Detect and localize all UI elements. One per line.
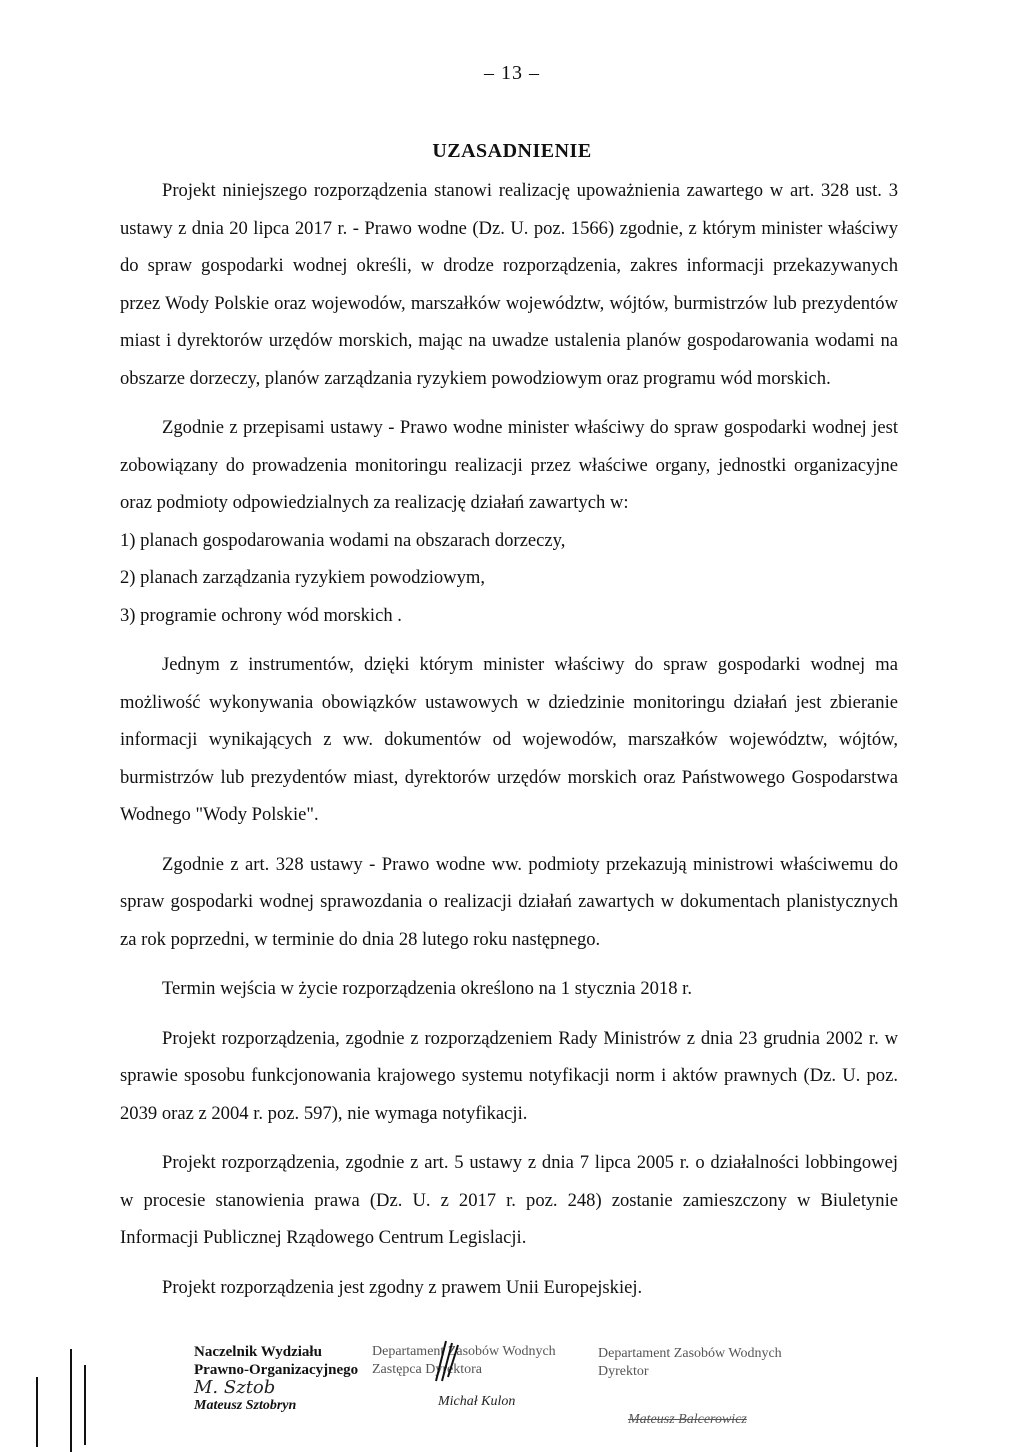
- signature-area: [0, 1335, 1024, 1452]
- list-item: 1) planach gospodarowania wodami na obszarach dorzeczy,: [120, 529, 566, 551]
- paragraph-eu-law: Projekt rozporządzenia jest zgodny z prawem Unii Europejskiej.: [162, 1276, 643, 1298]
- signature-title: Zastępca Dyrektora: [372, 1362, 482, 1377]
- signature-strokes: [424, 1337, 462, 1385]
- paragraph-entry-into-force: Termin wejścia w życie rozporządzenia określono na 1 stycznia 2018 r.: [162, 978, 692, 999]
- signature-title: Departament Zasobów Wodnych: [372, 1344, 556, 1359]
- plans-list: [120, 522, 898, 635]
- page-number: – 13 –: [484, 62, 540, 84]
- document-heading: UZASADNIENIE: [432, 140, 592, 162]
- handwritten-signature: M. Sztob: [194, 1377, 276, 1398]
- signature-title: Departament Zasobów Wodnych: [598, 1346, 782, 1361]
- paragraph-monitoring-duty: Zgodnie z przepisami ustawy - Prawo wodne minister właściwy do spraw gospodarki wodnej jest zobowiązany do prowadzenia monitoringu realizacji przez właściwe organy, jednostki organizacyjne oraz podmioty odpowiedzialnych za realizację działań zawartych w:: [120, 417, 898, 513]
- signature-block-deputy-director: [372, 1343, 556, 1411]
- paragraph-reporting: Zgodnie z art. 328 ustawy - Prawo wodne ww. podmioty przekazują ministrowi właściwemu do spraw gospodarki wodnej sprawozdania o realizacji działań zawartych w dokumentach planistycznych za rok poprzedni, w terminie do dnia 28 lutego roku następnego.: [120, 853, 898, 950]
- signatory-name: Mateusz Sztobryn: [194, 1398, 297, 1413]
- list-item: 3) programie ochrony wód morskich .: [120, 604, 402, 626]
- signatory-name: Michał Kulon: [438, 1394, 516, 1409]
- document-body: [120, 172, 898, 1306]
- signature-title: Dyrektor: [598, 1364, 649, 1379]
- margin-line: [84, 1365, 86, 1445]
- paragraph-legal-basis: Projekt niniejszego rozporządzenia stanowi realizację upoważnienia zawartego w art. 328 ust. 3 ustawy z dnia 20 lipca 2017 r. - Prawo wodne (Dz. U. poz. 1566) zgodnie, z którym minister właściwy do spraw gospodarki wodnej określi, w drodze rozporządzenia, zakres informacji przekazywanych przez Wody Polskie oraz wojewodów, marszałków województw, wójtów, burmistrzów lub prezydentów miast i dyrektorów urzędów morskich, mając na uwadze ustalenia planów gospodarowania wodami na obszarze dorzeczy, planów zarządzania ryzykiem powodziowym oraz programu wód morskich.: [120, 180, 898, 389]
- paragraph-notification: Projekt rozporządzenia, zgodnie z rozporządzeniem Rady Ministrów z dnia 23 grudnia 2002 r. w sprawie sposobu funkcjonowania krajowego systemu notyfikacji norm i aktów prawnych (Dz. U. poz. 2039 oraz z 2004 r. poz. 597), nie wymaga notyfikacji.: [120, 1027, 898, 1124]
- signature-title: Prawno-Organizacyjnego: [194, 1362, 359, 1378]
- margin-line: [70, 1349, 72, 1452]
- list-item: 2) planach zarządzania ryzykiem powodziowym,: [120, 567, 486, 588]
- margin-line: [36, 1377, 38, 1447]
- signature-title: Naczelnik Wydziału: [194, 1344, 322, 1360]
- signature-block-head-of-division: [194, 1343, 358, 1415]
- paragraph-instruments: Jednym z instrumentów, dzięki którym minister właściwy do spraw gospodarki wodnej ma możliwość wykonywania obowiązków ustawowych w dziedzinie monitoringu działań jest zbieranie informacji wynikających z ww. dokumentów od wojewodów, marszałków województw, wójtów, burmistrzów lub prezydentów miast, dyrektorów urzędów morskich oraz Państwowego Gospodarstwa Wodnego "Wody Polskie".: [120, 654, 898, 825]
- signatory-name: Mateusz Balcerowicz: [628, 1412, 747, 1427]
- paragraph-lobbying: Projekt rozporządzenia, zgodnie z art. 5 ustawy z dnia 7 lipca 2005 r. o działalności lobbingowej w procesie stanowienia prawa (Dz. U. z 2017 r. poz. 248) zostanie zamieszczony w Biuletynie Informacji Publicznej Rządowego Centrum Legislacji.: [120, 1152, 898, 1248]
- signature-block-director: [598, 1345, 782, 1429]
